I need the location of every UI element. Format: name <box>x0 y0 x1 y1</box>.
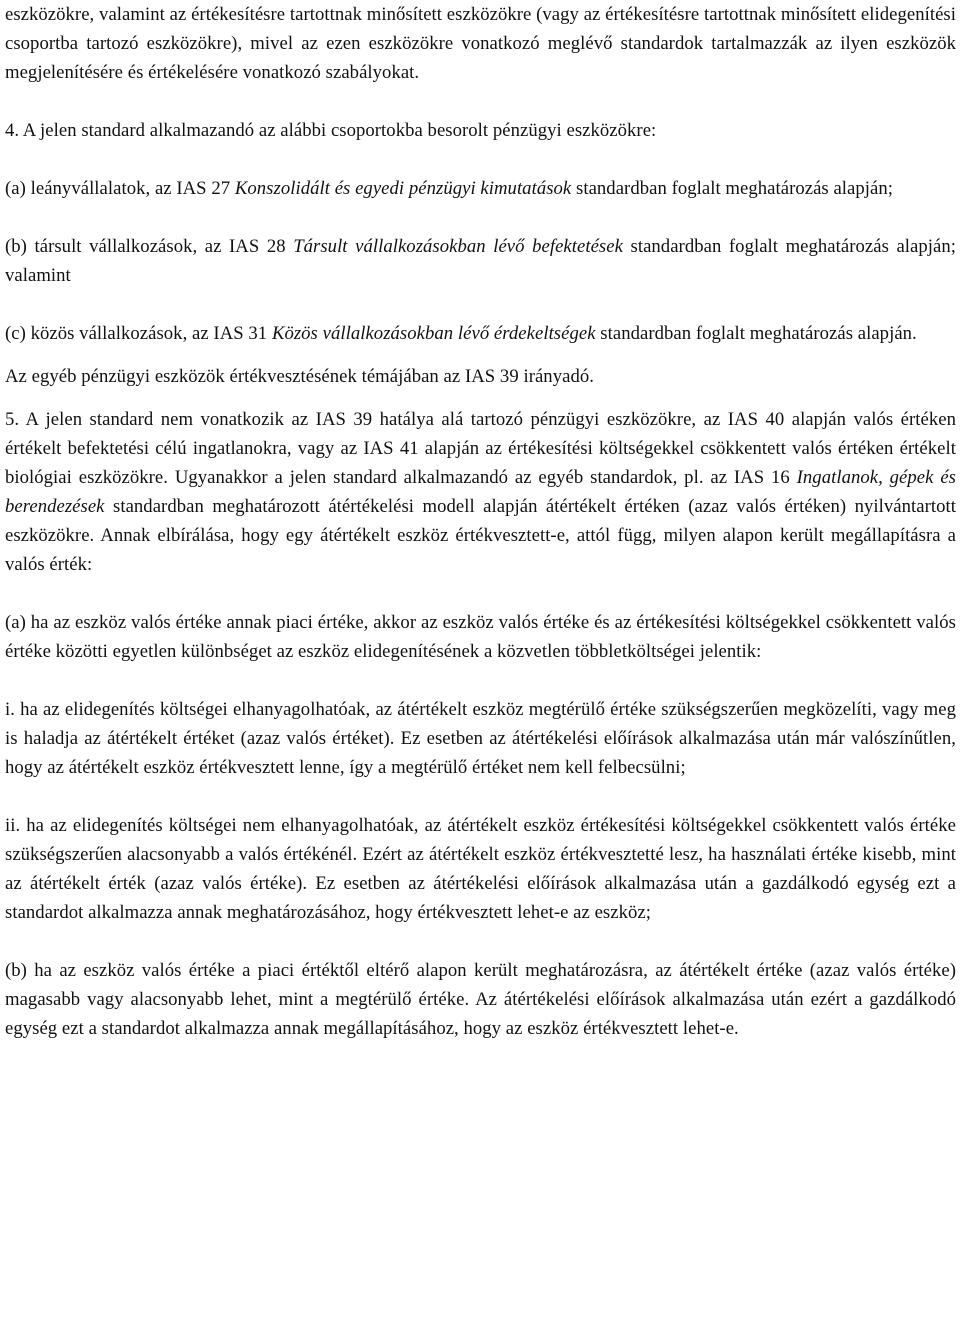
section-5-item-a: (a) ha az eszköz valós értéke annak piaci értéke, akkor az eszköz valós értéke és az értékesítési költségekkel csökkentett valós értéke közötti egyetlen különbséget az eszköz elidegenítésének a közvetlen többletköltségei jelentik: <box>5 612 956 662</box>
section-4-note: Az egyéb pénzügyi eszközök értékvesztésének témájában az IAS 39 irányadó. <box>5 366 594 387</box>
item-a-text: (a) leányvállalatok, az IAS 27 <box>5 178 235 199</box>
section-4-item-b <box>5 232 956 290</box>
section-4-item-c <box>5 319 956 348</box>
item-c-text: (c) közös vállalkozások, az IAS 31 <box>5 323 272 344</box>
section-4-lead: 4. A jelen standard alkalmazandó az alábbi csoportokba besorolt pénzügyi eszközökre: <box>5 120 657 141</box>
section-5-text-end: standardban meghatározott átértékelési modell alapján átértékelt értéken (azaz valós értéken) nyilvántartott eszközökre. Annak elbírálása, hogy egy átértékelt eszköz értékvesztett-e, attól függ, milyen alapon került megállapításra a valós érték: <box>5 496 956 575</box>
document-page <box>5 0 956 1043</box>
section-5-text: 5. A jelen standard nem vonatkozik az IAS 39 hatálya alá tartozó pénzügyi eszközökre, az IAS 40 alapján valós értéken értékelt befektetési célú ingatlanokra, vagy az IAS 41 alapján az értékesítési költségekkel csökkentett valós értéken értékelt biológiai eszközökre. Ugyanakkor a jelen standard alkalmazandó az egyéb standardok, pl. az IAS 16 <box>5 409 956 488</box>
section-5-paragraph <box>5 405 956 579</box>
section-5-standard-title: Ingatlanok, gépek és berendezések <box>5 467 956 517</box>
section-5-item-b: (b) ha az eszköz valós értéke a piaci értéktől eltérő alapon került meghatározásra, az átértékelt értéke (azaz valós értéke) magasabb vagy alacsonyabb lehet, mint a megtérülő értéke. Az átértékelési előírások alkalmazása után ezért a gazdálkodó egység ezt a standardot alkalmazza annak megállapításához, hogy az eszköz értékvesztett lehet-e. <box>5 960 956 1039</box>
section-5-item-a-ii: ii. ha az elidegenítés költségei nem elhanyagolhatóak, az átértékelt eszköz értékesítési költségekkel csökkentett valós értéke szükségszerűen alacsonyabb a valós értékénél. Ezért az átértékelt eszköz értékvesztetté lesz, ha használati értéke kisebb, mint az átértékelt érték (azaz valós értéke). Ez esetben az átértékelési előírások alkalmazása után a gazdálkodó egység ezt a standardot alkalmazza annak meghatározásához, hogy értékvesztett lehet-e az eszköz; <box>5 815 956 923</box>
intro-paragraph: eszközökre, valamint az értékesítésre tartottnak minősített eszközökre (vagy az értékesítésre tartottnak minősített elidegenítési csoportba tartozó eszközökre), mivel az ezen eszközökre vonatkozó meglévő standardok tartalmazzák az ilyen eszközök megjelenítésére és értékelésére vonatkozó szabályokat. <box>5 4 956 83</box>
section-4-item-a <box>5 174 956 203</box>
item-c-standard-title: Közös vállalkozásokban lévő érdekeltségek <box>271 323 596 344</box>
item-a-text-end: standardban foglalt meghatározás alapján; <box>571 178 894 199</box>
item-a-standard-title: Konszolidált és egyedi pénzügyi kimutatások <box>234 178 572 199</box>
item-b-text: (b) társult vállalkozások, az IAS 28 <box>5 236 294 257</box>
item-b-text-end: standardban foglalt meghatározás alapján; valamint <box>5 236 957 286</box>
item-b-standard-title: Társult vállalkozásokban lévő befektetések <box>293 236 623 257</box>
section-5-item-a-i: i. ha az elidegenítés költségei elhanyagolhatóak, az átértékelt eszköz megtérülő értéke szükségszerűen megközelíti, vagy meg is haladja az átértékelt értéket (azaz valós értéket). Ez esetben az átértékelési előírások alkalmazása után már valószínűtlen, hogy az átértékelt eszköz értékvesztett lenne, így a megtérülő értéket nem kell felbecsülni; <box>5 699 956 778</box>
item-c-text-end: standardban foglalt meghatározás alapján. <box>595 323 917 344</box>
